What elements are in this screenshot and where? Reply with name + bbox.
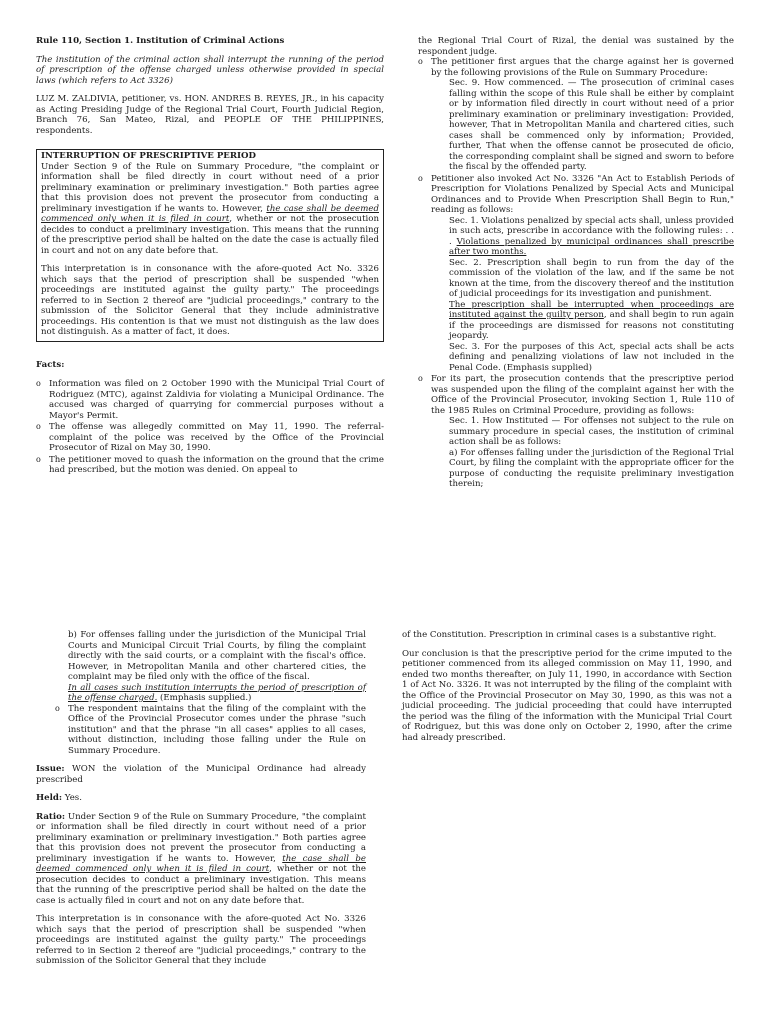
case-title: Rule 110, Section 1. Institution of Criminal Actions xyxy=(36,36,285,46)
list-item: o The offense was allegedly committed on May 11, 1990. The referral-complaint of the police was received by the Office of the Provincial Prosecutor of Rizal on May 30, 1990. xyxy=(49,422,384,454)
list-item: o For its part, the prosecution contends that the prescriptive period was suspended upon the filing of the complaint against her with the Office of the Provincial Prosecutor, invoking Section 1, Rule 110 of the 1985 Rules on Criminal Procedure, providing as follows: Sec. 1. How Instituted — For offenses not subject to the rule on summary procedure in special cases, the institution of criminal action shall be as follows: a) For offenses falling under the jurisdiction of the Regional Trial Court, by filing the complaint with the appropriate officer for the purpose of conducting the requisite preliminary investigation therein; xyxy=(431,374,734,490)
rule-continuation: b) For offenses falling under the jurisdiction of the Municipal Trial Courts and Municipal Circuit Trial Courts, by filing the complaint directly with the said courts, or a complaint with the fiscal's office. However, in Metropolitan Manila and other chartered cities, the complaint may be filed only with the office of the fiscal. In all cases such institution interrupts the period of prescription of the offense charged. (Emphasis supplied.) xyxy=(68,630,366,703)
box-heading: INTERRUPTION OF PRESCRIPTIVE PERIOD xyxy=(41,151,256,161)
parties: LUZ M. ZALDIVIA, petitioner, vs. HON. ANDRES B. REYES, JR., in his capacity as Acting Presiding Judge of the Regional Trial Court, Fourth Judicial Region, Branch 76, San Mateo, Rizal, and PEOPLE OF THE PHILIPPINES, respondents. xyxy=(36,94,384,136)
interpretation: This interpretation is in consonance with the afore-quoted Act No. 3326 which says that the period of prescription shall be suspended "when proceedings are instituted against the guilty party." The proceedings referred to in Section 2 thereof are "judicial proceedings," contrary to the submission of the Solicitor General that they include xyxy=(36,914,366,966)
facts-list xyxy=(36,379,384,476)
list-item: o Information was filed on 2 October 1990 with the Municipal Trial Court of Rodriguez (MTC), against Zaldivia for violating a Municipal Ordinance. The accused was charged of quarrying for commercial purposes without a Mayor's Permit. xyxy=(49,379,384,421)
summary-box xyxy=(36,149,384,342)
box-paragraph-2: This interpretation is in consonance with the afore-quoted Act No. 3326 which says that the period of prescription shall be suspended "when proceedings are instituted against the guilty party." The proceedings referred to in Section 2 thereof are "judicial proceedings," contrary to the submission of the Solicitor General that they include administrative proceedings. His contention is that we must not distinguish as the law does not distinguish. As a matter of fact, it does. xyxy=(41,264,379,337)
list-item: o The petitioner first argues that the charge against her is governed by the following provisions of the Rule on Summary Procedure: Sec. 9. How commenced. — The prosecution of criminal cases falling within the scope of this Rule shall be either by complaint or by information filed directly in court without need of a prior preliminary examination or preliminary investigation: Provided, however, That in Metropolitan Manila and chartered cities, such cases shall be commenced only by information; Provided, further, That when the offense cannot be prosecuted de oficio, the corresponding complaint shall be signed and sworn to before the fiscal by the offended party. xyxy=(431,57,734,173)
quoted-act: Sec. 1. Violations penalized by special acts shall, unless provided in such acts, prescribe in accordance with the following rules: . . . Violations penalized by municipal ordinances shall prescribe after two months. Sec. 2. Prescription shall begin to run from the day of the commission of the violation of the law, and if the same be not known at the time, from the discovery thereof and the institution of judicial proceedings for its investigation and punishment. The prescription shall be interrupted when proceedings are instituted against the guilty person, and shall begin to run again if the proceedings are dismissed for reasons not constituting jeopardy. Sec. 3. For the purposes of this Act, special acts shall be acts defining and penalizing violations of law not included in the Penal Code. (Emphasis supplied) xyxy=(449,215,734,373)
quoted-rule-110: Sec. 1. How Instituted — For offenses not subject to the rule on summary procedure in special cases, the institution of criminal action shall be as follows: a) For offenses falling under the jurisdiction of the Regional Trial Court, by filing the complaint with the appropriate officer for the purpose of conducting the requisite preliminary investigation therein; xyxy=(449,416,734,489)
page-break xyxy=(0,586,768,626)
facts-heading: Facts: xyxy=(36,359,65,370)
respondent-list xyxy=(36,704,366,757)
arguments-list xyxy=(418,57,734,490)
box-paragraph-1: Under Section 9 of the Rule on Summary Procedure, "the complaint or information shall be filed directly in court without need of a prior preliminary examination or preliminary investigation." Both parties agree that this provision does not prevent the prosecutor from conducting a preliminary investigation if he wants to. However, the case shall be deemed commenced only when it is filed in court, whether or not the prosecution decides to conduct a preliminary investigation. This means that the running of the prescriptive period shall be halted on the date the case is actually filed in court and not on any date before that. xyxy=(41,161,380,256)
continued-text: the Regional Trial Court of Rizal, the denial was sustained by the respondent judge. xyxy=(418,36,734,57)
doctrine: The institution of the criminal action shall interrupt the running of the period of prescription of the offense charged unless otherwise provided in special laws (which refers to Act 3326) xyxy=(36,54,384,86)
page1-left-column xyxy=(36,36,384,477)
list-item: o The respondent maintains that the filing of the complaint with the Office of the Provincial Prosecutor comes under the phrase "such institution" and that the phrase "in all cases" applies to all cases, without distinction, including those falling under the Rule on Summary Procedure. xyxy=(68,704,366,757)
page2-right-column xyxy=(402,630,732,743)
page1-right-column xyxy=(418,36,734,491)
conclusion: Our conclusion is that the prescriptive period for the crime imputed to the petitioner commenced from its alleged commission on May 11, 1990, and ended two months thereafter, on July 11, 1990, in accordance with Section 1 of Act No. 3326. It was not interrupted by the filing of the complaint with the Office of the Provincial Prosecutor on May 30, 1990, as this was not a judicial proceeding. The judicial proceeding that could have interrupted the period was the filing of the information with the Municipal Trial Court of Rodriguez, but this was done only on October 2, 1990, after the crime had already prescribed. xyxy=(402,648,732,743)
held: Held: Yes. xyxy=(36,793,82,803)
list-item: o The petitioner moved to quash the information on the ground that the crime had prescribed, but the motion was denied. On appeal to xyxy=(49,455,384,476)
quoted-rule: Sec. 9. How commenced. — The prosecution of criminal cases falling within the scope of this Rule shall be either by complaint or by information filed directly in court without need of a prior preliminary examination or preliminary investigation: Provided, however, That in Metropolitan Manila and chartered cities, such cases shall be commenced only by information; Provided, further, That when the offense cannot be prosecuted de oficio, the corresponding complaint shall be signed and sworn to before the fiscal by the offended party. xyxy=(449,78,734,172)
page2-left-column xyxy=(36,630,366,967)
continued-text: of the Constitution. Prescription in criminal cases is a substantive right. xyxy=(402,630,717,640)
list-item: o Petitioner also invoked Act No. 3326 "An Act to Establish Periods of Prescription for Violations Penalized by Special Acts and Municipal Ordinances and to Provide When Prescription Shall Begin to Run," reading as follows: Sec. 1. Violations penalized by special acts shall, unless provided in such acts, prescribe in accordance with the following rules: . . . Violations penalized by municipal ordinances shall prescribe after two months. Sec. 2. Prescription shall begin to run from the day of the commission of the violation of the law, and if the same be not known at the time, from the discovery thereof and the institution of judicial proceedings for its investigation and punishment. The prescription shall be interrupted when proceedings are instituted against the guilty person, and shall begin to run again if the proceedings are dismissed for reasons not constituting jeopardy. Sec. 3. For the purposes of this Act, special acts shall be acts defining and penalizing violations of law not included in the Penal Code. (Emphasis supplied) xyxy=(431,174,734,374)
ratio: Ratio: Under Section 9 of the Rule on Summary Procedure, "the complaint or information shall be filed directly in court without need of a prior preliminary examination or preliminary investigation." Both parties agree that this provision does not prevent the prosecutor from conducting a preliminary investigation if he wants to. However, the case shall be deemed commenced only when it is filed in court, whether or not the prosecution decides to conduct a preliminary investigation. This means that the running of the prescriptive period shall be halted on the date the case is actually filed in court and not on any date before that. xyxy=(36,811,366,906)
issue: Issue: WON the violation of the Municipal Ordinance had already prescribed xyxy=(36,764,366,785)
